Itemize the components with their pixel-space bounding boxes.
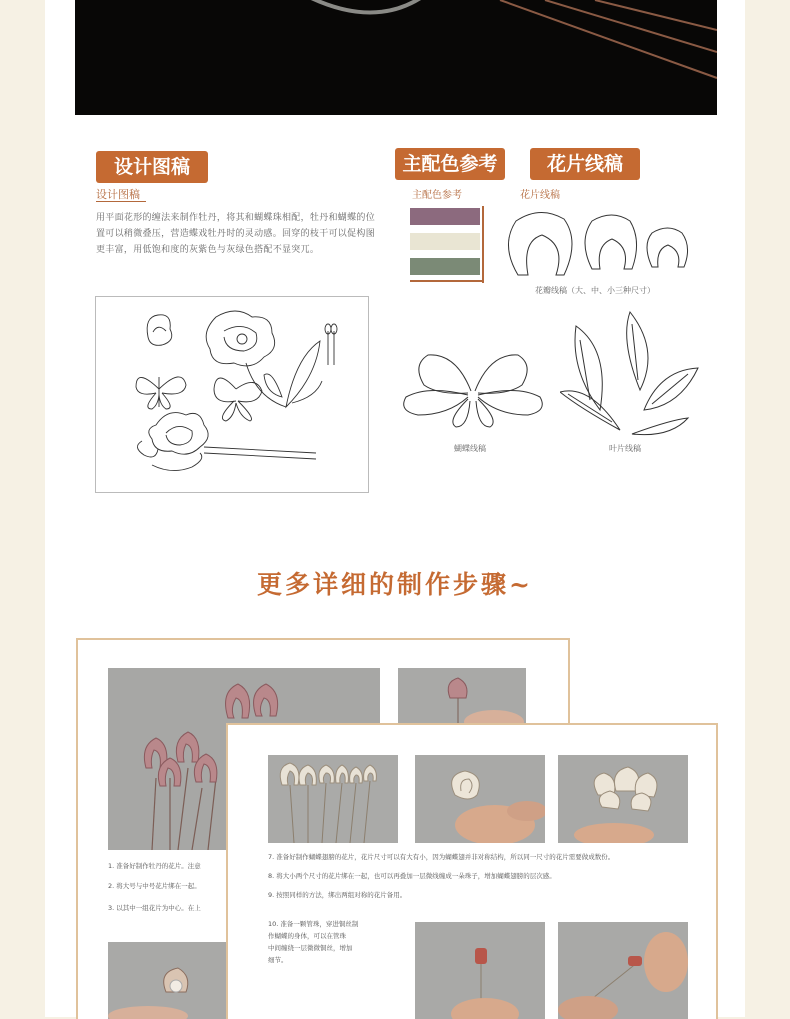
section-title: 更多详细的制作步骤~	[257, 570, 533, 599]
step-photo-white-petals	[268, 755, 398, 843]
step-photo-pearl-flower	[108, 942, 228, 1019]
petal-tag: 花片线稿	[530, 148, 640, 180]
butterfly-drawing	[398, 345, 548, 435]
design-description: 用平面花形的缠法来制作牡丹，将其和蝴蝶珠相配，牡丹和蝴蝶的位置可以稍微叠压，营造蝶戏牡丹时的灵动感。回穿的枝干可以促构图更丰富，用低饱和度的灰紫色与灰绿色搭配不显突兀。	[96, 213, 376, 255]
color-bracket	[478, 206, 484, 283]
front-step-7: 7. 准备好制作蝴蝶翅膀的花片，花片尺寸可以有大有小，因为蝴蝶翅并非对称结构，所以同一尺寸的花片需要做成数份。	[268, 853, 615, 861]
step-photo-hand-petal	[398, 668, 526, 730]
design-subhead-underline	[96, 201, 146, 202]
back-step-1: 1. 准备好制作牡丹的花片。注意	[108, 862, 201, 870]
butterfly-caption: 蝴蝶线稿	[454, 444, 486, 453]
front-step-10	[268, 918, 413, 966]
leaf-caption: 叶片线稿	[609, 444, 641, 453]
color-subhead: 主配色参考	[412, 190, 462, 201]
petal-caption: 花瓣线稿（大、中、小三种尺寸）	[535, 286, 655, 295]
book-page-front	[226, 723, 718, 1019]
step-photo-tube-bead	[415, 922, 545, 1019]
color-swatch-cream	[410, 233, 480, 250]
front-step-10-line: 细节。	[268, 956, 288, 964]
color-swatch-purple	[410, 208, 480, 225]
petal-subhead: 花片线稿	[520, 190, 560, 201]
step-photo-hand-bead	[558, 922, 688, 1019]
back-step-3: 3. 以其中一组花片为中心。在上	[108, 904, 201, 912]
design-subhead: 设计图稿	[96, 188, 140, 201]
front-step-9: 9. 按照同样的方法，绑出两组对称的花片备用。	[268, 891, 407, 899]
front-step-10-line: 中间缠绕一层微微铜丝，增加	[268, 944, 353, 952]
back-step-2: 2. 将大号与中号花片绑在一起。	[108, 882, 201, 890]
color-swatch-green	[410, 258, 480, 275]
design-tag: 设计图稿	[96, 151, 208, 183]
color-baseline	[410, 280, 482, 282]
leaf-drawing	[560, 310, 700, 440]
front-step-10-line: 10. 准备一颗管珠，穿进铜丝制	[268, 920, 359, 928]
front-step-10-line: 作蝴蝶的身体，可以在管珠	[268, 932, 346, 940]
step-photo-cluster	[558, 755, 688, 843]
top-photo	[75, 0, 717, 115]
petal-drawings	[500, 205, 700, 285]
design-sketch	[95, 296, 369, 493]
color-tag: 主配色参考	[395, 148, 505, 180]
step-photo-hand-curl	[415, 755, 545, 843]
front-step-8: 8. 将大小两个尺寸的花片绑在一起，也可以再叠加一层微线缠成一朵珠子，增加蝴蝶翅膀的层次感。	[268, 872, 556, 880]
